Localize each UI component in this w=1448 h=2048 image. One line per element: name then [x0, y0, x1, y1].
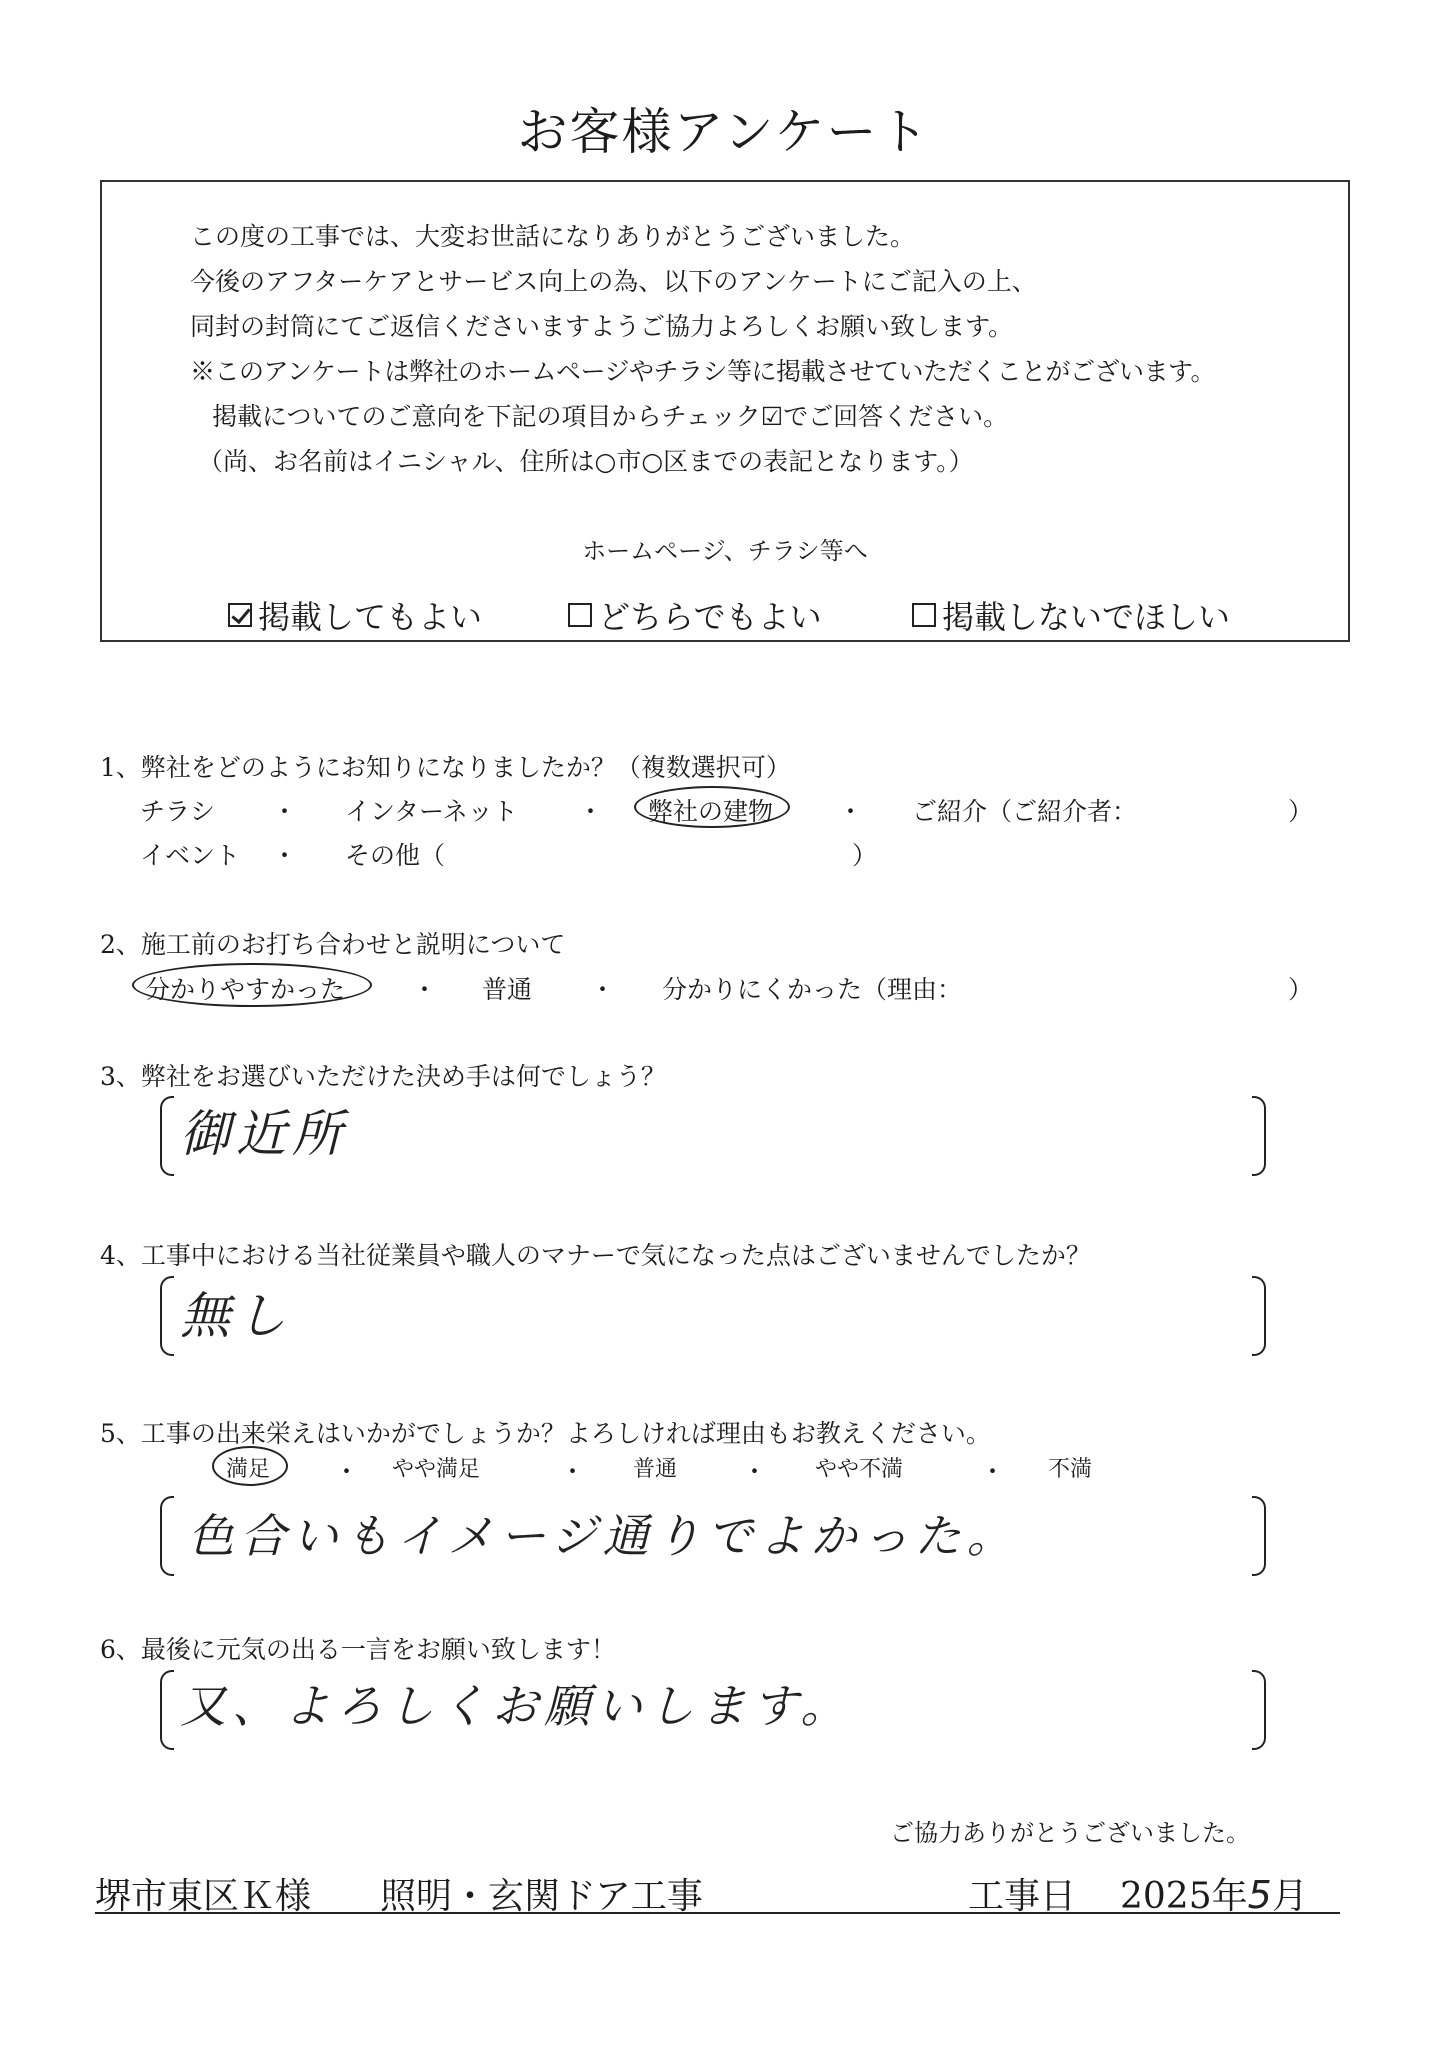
separator-dot: ・: [560, 1457, 586, 1486]
q5-option-dissatisfied[interactable]: 不満: [1048, 1457, 1093, 1482]
intro-line: 今後のアフターケアとサービス向上の為、以下のアンケートにご記入の上、: [190, 267, 1037, 296]
checked-checkbox-icon[interactable]: [228, 603, 252, 627]
question-1: 1、弊社をどのようにお知りになりましたか？（複数選択可）: [100, 753, 791, 782]
consent-option-deny[interactable]: [912, 592, 1230, 638]
handwritten-answer: 色合いもイメージ通りでよかった。: [188, 1509, 1019, 1563]
close-paren: ）: [852, 841, 878, 870]
q2-option-average[interactable]: 普通: [482, 975, 533, 1004]
year-unit: 年: [1211, 1876, 1248, 1917]
question-5: 5、工事の出来栄えはいかがでしょうか？よろしければ理由もお教えください。: [100, 1419, 991, 1448]
q1-option-referral[interactable]: ご紹介（ご紹介者：: [912, 797, 1138, 826]
intro-line: （尚、お名前はイニシャル、住所は○市○区までの表記となります。）: [198, 447, 974, 476]
separator-dot: ・: [590, 975, 616, 1004]
q1-option-other[interactable]: その他（: [345, 841, 446, 870]
q5-option-average[interactable]: 普通: [633, 1457, 678, 1482]
q5-option-satisfied[interactable]: 満足: [226, 1457, 271, 1482]
question-3: 3、弊社をお選びいただけた決め手は何でしょう？: [100, 1062, 666, 1091]
q5-option-somewhat-dissatisfied[interactable]: やや不満: [815, 1457, 904, 1482]
separator-dot: ・: [838, 797, 864, 826]
separator-dot: ・: [742, 1457, 768, 1486]
consent-option-label: 掲載しないでほしい: [942, 598, 1231, 636]
answer-bracket-right: [1252, 1670, 1266, 1750]
question-2: 2、施工前のお打ち合わせと説明について: [100, 930, 566, 959]
handwritten-month: 5: [1247, 1873, 1272, 1917]
close-paren: ）: [1288, 797, 1314, 826]
handwritten-answer: 御近所: [180, 1105, 348, 1163]
q1-option-internet[interactable]: インターネット: [345, 797, 518, 826]
consent-option-allow[interactable]: [228, 592, 482, 638]
question-6: 6、最後に元気の出る一言をお願い致します！: [100, 1635, 616, 1664]
answer-bracket-right: [1252, 1276, 1266, 1356]
intro-notice-line: ※このアンケートは弊社のホームページやチラシ等に掲載させていただくことがございます。: [190, 357, 1216, 386]
answer-bracket-left: [160, 1670, 174, 1750]
consent-option-label: どちらでもよい: [598, 598, 822, 636]
q1-option-company-building[interactable]: 弊社の建物: [648, 797, 774, 826]
year-value: 2025: [1120, 1876, 1212, 1917]
intro-line: この度の工事では、大変お世話になりありがとうございました。: [190, 222, 916, 251]
q1-option-flyer[interactable]: チラシ: [140, 797, 216, 826]
intro-line: 同封の封筒にてご返信くださいますようご協力よろしくお願い致します。: [190, 312, 1014, 341]
question-4: 4、工事中における当社従業員や職人のマナーで気になった点はございませんでしたか？: [100, 1241, 1091, 1270]
checkbox-icon[interactable]: [912, 603, 936, 627]
q5-option-somewhat-satisfied[interactable]: やや満足: [392, 1457, 481, 1482]
footer-date-label: 工事日: [968, 1876, 1077, 1917]
footer-work-name: 照明・玄関ドア工事: [380, 1876, 703, 1917]
separator-dot: ・: [272, 841, 298, 870]
consent-option-either[interactable]: [568, 592, 822, 638]
handwritten-answer: 無し: [180, 1287, 292, 1345]
separator-dot: ・: [578, 797, 604, 826]
close-paren: ）: [1288, 975, 1314, 1004]
q2-option-clear[interactable]: 分かりやすかった: [145, 975, 346, 1004]
q1-option-event[interactable]: イベント: [140, 841, 241, 870]
separator-dot: ・: [412, 975, 438, 1004]
separator-dot: ・: [980, 1457, 1006, 1486]
footer-underline: [95, 1912, 1340, 1914]
thanks-message: ご協力ありがとうございました。: [890, 1819, 1250, 1847]
checkbox-icon[interactable]: [568, 603, 592, 627]
separator-dot: ・: [272, 797, 298, 826]
answer-bracket-left: [160, 1096, 174, 1176]
month-unit: 月: [1271, 1876, 1308, 1917]
homepage-label: ホームページ、チラシ等へ: [582, 537, 868, 565]
footer-customer: 堺市東区Ｋ様: [95, 1876, 312, 1917]
answer-bracket-right: [1252, 1496, 1266, 1576]
intro-line: 掲載についてのご意向を下記の項目からチェック☑でご回答ください。: [212, 402, 1009, 431]
answer-bracket-left: [160, 1496, 174, 1576]
separator-dot: ・: [334, 1457, 360, 1486]
answer-bracket-left: [160, 1276, 174, 1356]
page-title: お客様アンケート: [517, 103, 931, 161]
consent-option-label: 掲載してもよい: [258, 598, 483, 636]
answer-bracket-right: [1252, 1096, 1266, 1176]
handwritten-answer: 又、よろしくお願いします。: [180, 1679, 853, 1733]
q2-option-unclear[interactable]: 分かりにくかった（理由：: [662, 975, 963, 1004]
